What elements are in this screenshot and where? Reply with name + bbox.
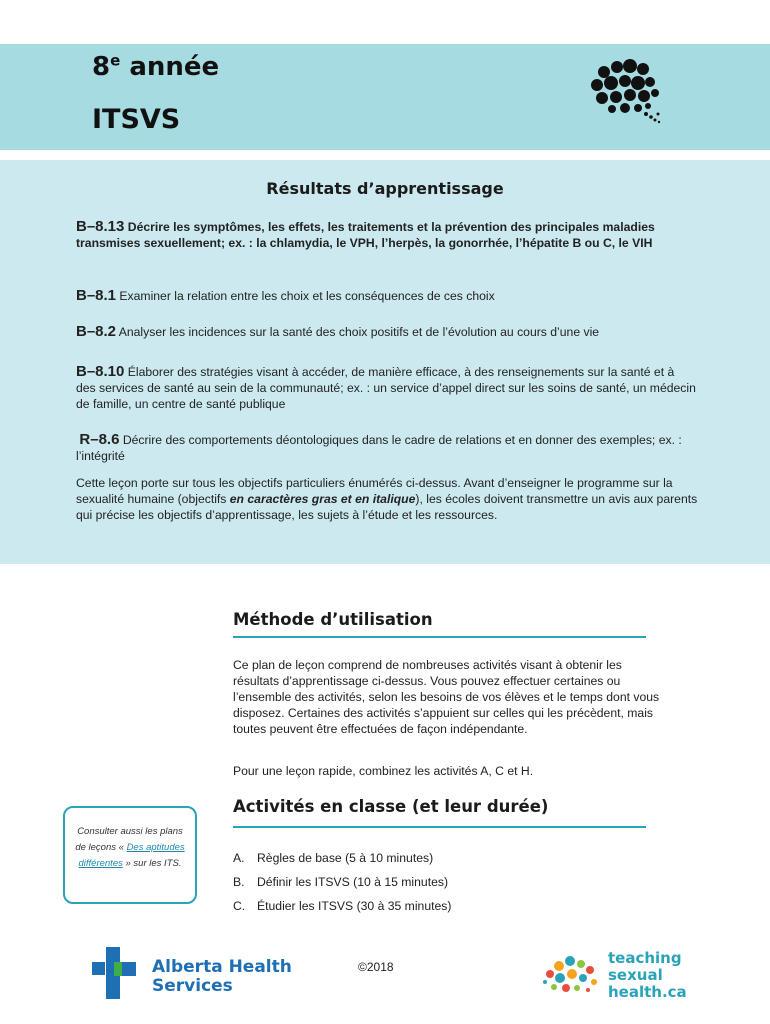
outcome-code: B–8.1 xyxy=(76,287,117,304)
outcomes-title: Résultats d’apprentissage xyxy=(266,179,504,198)
outcome-b-8-13 xyxy=(76,219,696,251)
outcome-code: B–8.10 xyxy=(76,363,125,380)
activities-list xyxy=(233,850,451,922)
grade-word: année xyxy=(129,52,220,82)
grade-number: 8 xyxy=(92,52,111,82)
activity-text: Définir les ITSVS (10 à 15 minutes) xyxy=(257,875,449,889)
outcome-text: Élaborer des stratégies visant à accéder, de manière efficace, à des renseignements sur la santé et à des services de santé au sein de la communauté; ex. : un service d’appel direct sur les soins de santé, un médecin de famille, un centre de santé publique xyxy=(76,365,696,411)
method-paragraph: Ce plan de leçon comprend de nombreuses activités visant à obtenir les résultats d’apprentissage ci-dessus. Vous pouvez effectuer certaines ou l’ensemble des activités, selon les besoins de vos élèves et le temps dont vous disposez. Certaines des activités s’appuient sur celles qui les précèdent, mais toutes peuvent être effectuées de façon indépendante. xyxy=(233,658,660,736)
activity-letter: C. xyxy=(233,899,246,913)
tsh-line-3: health.ca xyxy=(608,983,687,1001)
note-emphasis: en caractères gras et en italique xyxy=(229,492,416,506)
outcome-b-8-1 xyxy=(76,288,696,304)
ahs-wordmark xyxy=(152,958,292,996)
activities-title: Activités en classe (et leur durée) xyxy=(233,797,549,816)
related-text-before: Consulter aussi les plans de leçons « xyxy=(75,826,183,853)
teaching-sexual-health-dots-icon xyxy=(542,952,604,996)
ahs-line-2: Services xyxy=(152,976,233,996)
outcome-code: B–8.2 xyxy=(76,323,117,340)
speech-bubble-dots-icon xyxy=(588,58,668,126)
teaching-sexual-health-wordmark xyxy=(608,950,687,1001)
outcome-text: Décrire les symptômes, les effets, les traitements et la prévention des principales maladies transmises sexuellement; ex. : la chlamydia, le VPH, l’herpès, la gonorrhée, l’hépatite B ou C, le VIH xyxy=(76,220,655,250)
outcome-b-8-10 xyxy=(76,364,696,412)
copyright-text: ©2018 xyxy=(358,960,394,974)
tsh-line-2: sexual xyxy=(608,966,663,984)
activity-item xyxy=(233,898,451,922)
quick-lesson-text: Pour une leçon rapide, combinez les activités A, C et H. xyxy=(233,764,534,778)
topic-title: ITSVS xyxy=(92,104,181,135)
tsh-line-1: teaching xyxy=(608,949,682,967)
related-text-after: » sur les ITS. xyxy=(122,858,182,869)
outcome-code: B–8.13 xyxy=(76,218,125,235)
activity-item xyxy=(233,850,451,874)
activity-text: Règles de base (5 à 10 minutes) xyxy=(257,851,434,865)
outcome-text: Décrire des comportements déontologiques dans le cadre de relations et en donner des exemples; ex. : l’intégrité xyxy=(76,433,682,463)
outcome-text: Analyser les incidences sur la santé des choix positifs et de l’évolution au cours d’une vie xyxy=(118,325,600,339)
related-lessons-box xyxy=(63,806,197,904)
related-lesson-link[interactable]: Des aptitudes différentes xyxy=(78,842,185,869)
outcome-text: Examiner la relation entre les choix et les conséquences de ces choix xyxy=(119,289,495,303)
grade-title xyxy=(92,52,219,82)
activity-text: Étudier les ITSVS (30 à 35 minutes) xyxy=(257,899,452,913)
activity-letter: B. xyxy=(233,875,245,889)
method-divider xyxy=(233,636,646,638)
activities-divider xyxy=(233,826,646,828)
outcome-code: R–8.6 xyxy=(79,431,120,448)
parent-notice-note xyxy=(76,475,701,523)
outcome-b-8-2 xyxy=(76,324,696,340)
note-text-before: Cette leçon porte sur tous les objectifs particuliers énumérés ci-dessus. Avant d’enseigner le programme sur la sexualité humaine (objectifs xyxy=(76,476,673,506)
ahs-line-1: Alberta Health xyxy=(152,957,292,977)
grade-superscript: e xyxy=(110,51,121,70)
note-text-after: ), les écoles doivent transmettre un avis aux parents qui précise les objectifs d’apprentissage, les sujets à l’étude et les ressources. xyxy=(76,492,698,522)
activity-letter: A. xyxy=(233,851,245,865)
method-title: Méthode d’utilisation xyxy=(233,610,433,629)
activity-item xyxy=(233,874,451,898)
outcome-r-8-6 xyxy=(76,432,696,464)
